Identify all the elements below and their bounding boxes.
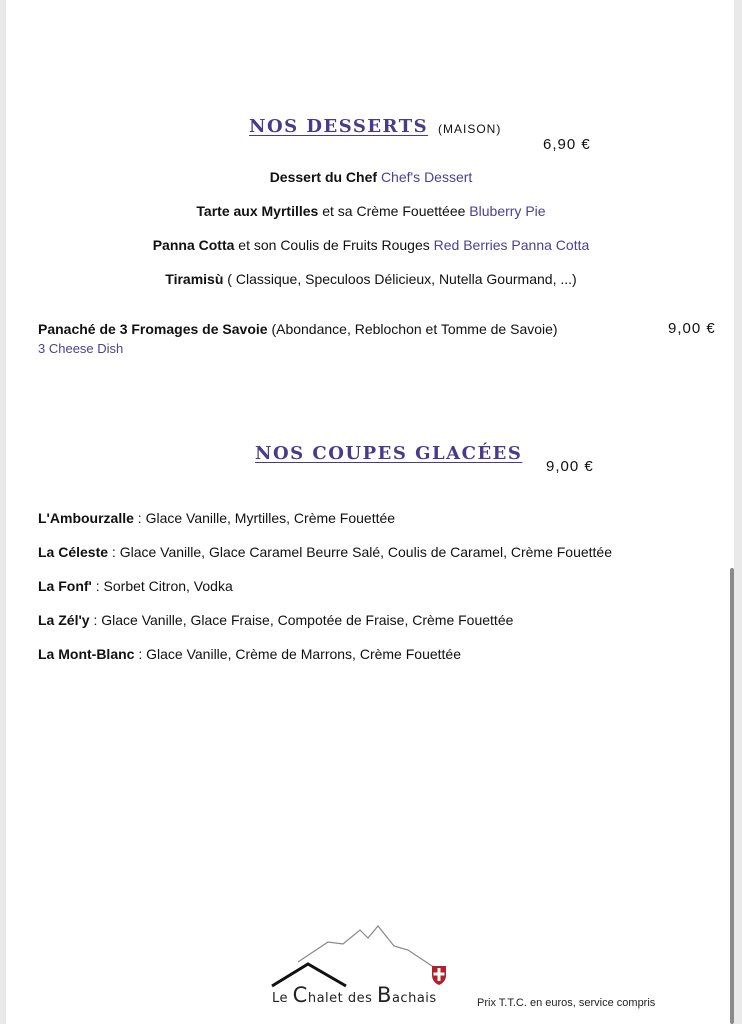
item-desc: et sa Crème Fouettéee xyxy=(322,203,466,219)
coupe-name: L'Ambourzalle xyxy=(38,510,134,526)
coupe-name: La Céleste xyxy=(38,544,109,560)
item-english: Red Berries Panna Cotta xyxy=(433,237,590,253)
item-english: Bluberry Pie xyxy=(469,203,546,219)
list-item xyxy=(38,612,513,628)
list-item xyxy=(38,544,612,560)
desserts-price: 6,90 € xyxy=(543,136,591,153)
coupe-name: La Zél'y xyxy=(38,612,90,628)
coupe-desc: : Glace Vanille, Crème de Marrons, Crème Fouettée xyxy=(134,646,461,662)
coupe-desc: : Glace Vanille, Myrtilles, Crème Fouettée xyxy=(133,510,396,526)
coupe-desc: : Sorbet Citron, Vodka xyxy=(91,578,233,594)
desserts-title: NOS DESSERTS xyxy=(249,116,429,137)
mountain-outline xyxy=(298,926,438,970)
chalet-logo-text: Le Chalet des Bachais xyxy=(272,983,437,1007)
item-desc: et son Coulis de Fruits Rouges xyxy=(238,237,430,253)
item-name: Tiramisù xyxy=(165,271,224,287)
footer-note: Prix T.T.C. en euros, service compris xyxy=(477,997,656,1009)
item-name: Dessert du Chef xyxy=(269,169,378,185)
list-item xyxy=(0,203,742,219)
list-item xyxy=(38,578,233,594)
cheese-desc: (Abondance, Reblochon et Tomme de Savoie) xyxy=(271,321,558,337)
cheese-item xyxy=(38,321,558,337)
coupes-title: NOS COUPES GLACÉES xyxy=(255,443,523,464)
item-name: Panna Cotta xyxy=(152,237,235,253)
item-name: Tarte aux Myrtilles xyxy=(196,203,319,219)
list-item xyxy=(0,237,742,253)
list-item xyxy=(38,510,395,526)
item-english: Chef's Dessert xyxy=(380,169,473,185)
item-desc: ( Classique, Speculoos Délicieux, Nutella Gourmand, ...) xyxy=(227,271,577,287)
list-item xyxy=(38,646,461,662)
coupe-name: La Mont-Blanc xyxy=(38,646,135,662)
coupe-desc: : Glace Vanille, Glace Caramel Beurre Salé, Coulis de Caramel, Crème Fouettée xyxy=(108,544,613,560)
cheese-english: 3 Cheese Dish xyxy=(38,341,124,356)
cheese-price: 9,00 € xyxy=(668,320,716,337)
coupe-name: La Fonf' xyxy=(38,578,92,594)
list-item xyxy=(0,169,742,185)
coupes-price: 9,00 € xyxy=(546,458,594,475)
scrollbar[interactable] xyxy=(730,568,734,1024)
cheese-name: Panaché de 3 Fromages de Savoie xyxy=(38,321,268,337)
desserts-subtitle: (MAISON) xyxy=(438,122,502,136)
coupe-desc: : Glace Vanille, Glace Fraise, Compotée de Fraise, Crème Fouettée xyxy=(89,612,514,628)
list-item xyxy=(0,271,742,287)
